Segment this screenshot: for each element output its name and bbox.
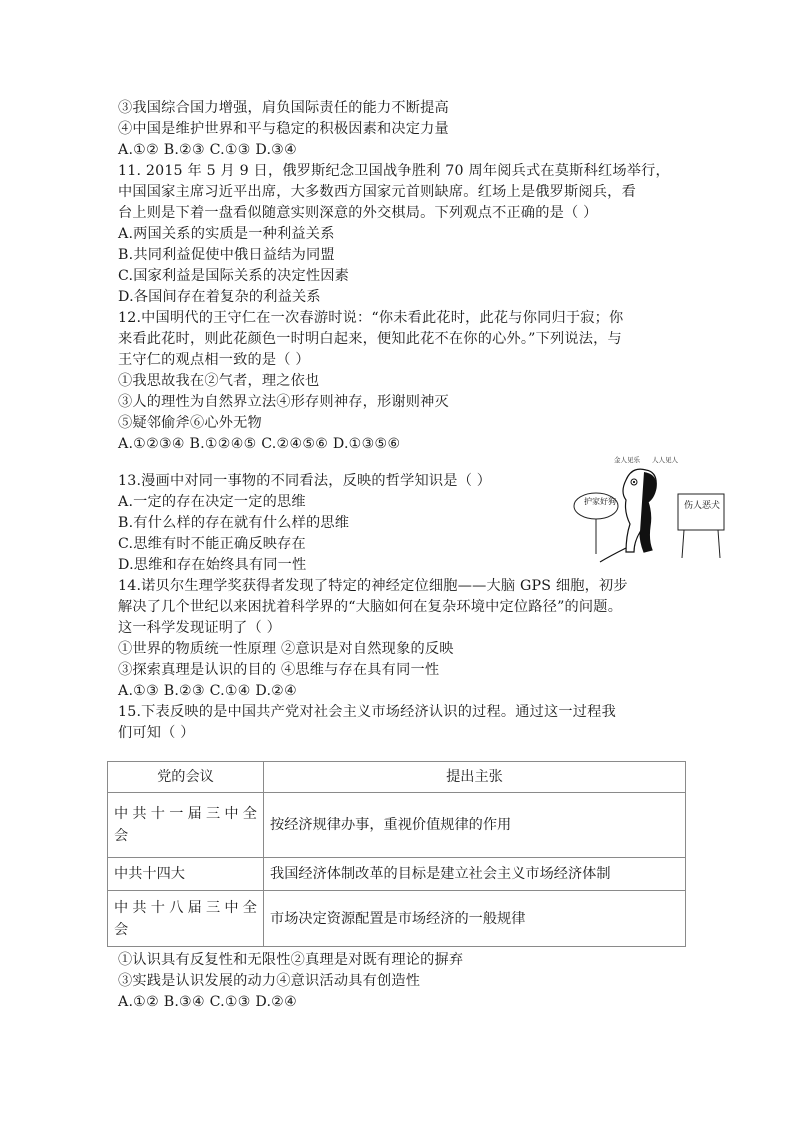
party-meetings-table: [107, 761, 686, 947]
table-header-row: [108, 762, 686, 793]
question-14-stem: 14.诺贝尔生理学奖获得者发现了特定的神经定位细胞——大脑 GPS 细胞，初步: [118, 578, 628, 594]
answer-choices: A.①③ B.②③ C.①④ D.②④: [118, 683, 298, 699]
dog-cartoon-illustration: [570, 452, 730, 567]
question-11-stem: 11. 2015 年 5 月 9 日，俄罗斯纪念卫国战争胜利 70 周年阅兵式在莫斯科红场举行，: [118, 163, 670, 179]
option-line: C.思维有时不能正确反映存在: [118, 536, 306, 552]
meeting-line: 中共十八届三中全: [114, 899, 257, 916]
option-line: A.两国关系的实质是一种利益关系: [118, 226, 335, 242]
meeting-line: 中共十一届三中全: [114, 806, 257, 822]
option-line: A.一定的存在决定一定的思维: [118, 494, 306, 510]
question-11-stem: 中国国家主席习近平出席，大多数西方国家元首则缺席。红场上是俄罗斯阅兵，看: [118, 184, 636, 200]
option-line: ④中国是维护世界和平与稳定的积极因素和决定力量: [118, 121, 449, 137]
table-row: [108, 858, 686, 891]
option-line: ①世界的物质统一性原理 ②意识是对自然现象的反映: [118, 641, 454, 657]
question-13-stem: 13.漫画中对同一事物的不同看法，反映的哲学知识是（ ）: [118, 473, 492, 489]
table-cell-claim: 按经济规律办事，重视价值规律的作用: [264, 793, 686, 858]
question-15-stem: 15.下表反映的是中国共产党对社会主义市场经济认识的过程。通过这一过程我: [118, 704, 616, 720]
cartoon-caption-left: 金人见乐: [614, 456, 640, 464]
svg-text:护家好狗: [584, 496, 616, 506]
table-cell-claim: 市场决定资源配置是市场经济的一般规律: [264, 891, 686, 947]
table-cell-meeting: [108, 793, 264, 858]
question-14-stem: 这一科学发现证明了（ ）: [118, 620, 281, 636]
sign-left-text: 护家好狗: [584, 497, 616, 506]
meeting-line: 中共十四大: [114, 866, 185, 882]
question-12-stem: 12.中国明代的王守仁在一次春游时说：“你未看此花时，此花与你同归于寂；你: [118, 310, 624, 326]
meeting-line: 会: [114, 921, 129, 938]
table-header-cell: 提出主张: [264, 762, 686, 793]
question-14-stem: 解决了几个世纪以来困扰着科学界的“大脑如何在复杂环境中定位路径”的问题。: [118, 599, 623, 615]
sign-right-text: 伤人恶犬: [684, 501, 721, 511]
table-header-cell: 党的会议: [108, 762, 264, 793]
option-line: D.各国间存在着复杂的利益关系: [118, 289, 321, 305]
option-line: ③探索真理是认识的目的 ④思维与存在具有同一性: [118, 662, 440, 678]
option-line: B.有什么样的存在就有什么样的思维: [118, 515, 350, 531]
table-cell-claim: 我国经济体制改革的目标是建立社会主义市场经济体制: [264, 858, 686, 891]
option-line: ①认识具有反复性和无限性②真理是对既有理论的摒弃: [118, 952, 464, 968]
table-cell-meeting: [108, 891, 264, 947]
option-line: ③人的理性为自然界立法④形存则神存，形谢则神灭: [118, 394, 449, 410]
question-12-stem: 来看此花时，则此花颜色一时明白起来，便知此花不在你的心外。”下列说法，与: [118, 331, 622, 347]
option-line: ⑤疑邻偷斧⑥心外无物: [118, 415, 262, 431]
svg-text:伤人恶犬: [684, 499, 720, 511]
table-row: [108, 891, 686, 947]
meeting-line: 会: [114, 828, 129, 844]
table-row: [108, 793, 686, 858]
option-line: D.思维和存在始终具有同一性: [118, 557, 307, 573]
table-cell-meeting: [108, 858, 264, 891]
option-line: ③我国综合国力增强，肩负国际责任的能力不断提高: [118, 100, 449, 116]
question-12-stem: 王守仁的观点相一致的是（ ）: [118, 352, 310, 368]
cartoon-caption-right: 人人见人: [652, 456, 678, 464]
option-line: B.共同利益促使中俄日益结为同盟: [118, 247, 335, 263]
answer-choices: A.①② B.③④ C.①③ D.②④: [118, 994, 298, 1010]
answer-choices: A.①②③④ B.①②④⑤ C.②④⑤⑥ D.①③⑤⑥: [118, 436, 401, 452]
option-line: ③实践是认识发展的动力④意识活动具有创造性: [118, 973, 421, 989]
option-line: C.国家利益是国际关系的决定性因素: [118, 268, 350, 284]
option-line: ①我思故我在②气者，理之依也: [118, 373, 320, 389]
answer-choices: A.①② B.②③ C.①③ D.③④: [118, 142, 298, 158]
question-11-stem: 台上则是下着一盘看似随意实则深意的外交棋局。下列观点不正确的是（ ）: [118, 205, 598, 221]
question-15-stem: 们可知（ ）: [118, 725, 195, 741]
